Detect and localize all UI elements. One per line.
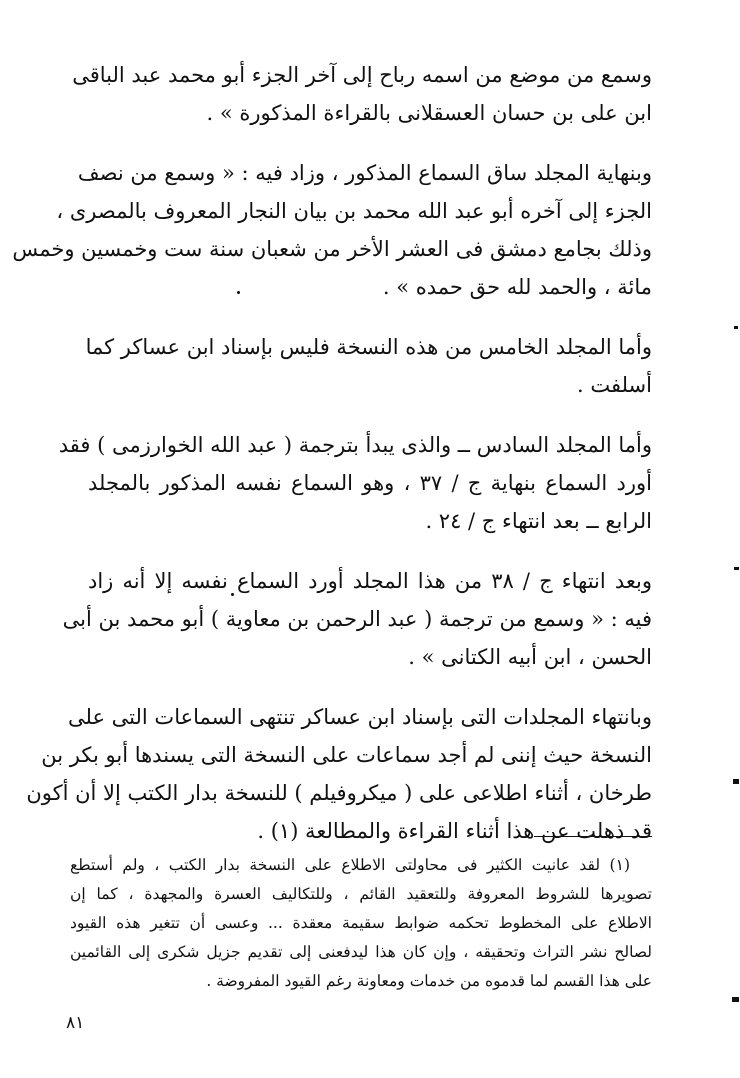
paragraph (26, 698, 652, 850)
footnote-separator (534, 836, 652, 837)
text-line: وأما المجلد الخامس من هذه النسخة فليس بإسناد ابن عساكر كما (85, 335, 652, 359)
text-line: فيه : « وسمع من ترجمة ( عبد الرحمن بن معاوية ) أبو محمد بن أبى (62, 607, 652, 631)
footnote-line: تصويرها للشروط المعروفة وللتعقيد القائم ، وللتكاليف العسرة والمجهدة ، كما إن (70, 885, 652, 903)
scan-mark (237, 291, 240, 294)
text-line: ابن على بن حسان العسقلانى بالقراءة المذكورة » . (206, 101, 652, 125)
text-line: أسلفت . (577, 373, 652, 397)
scan-mark (732, 997, 739, 1002)
scan-mark (734, 326, 738, 329)
text-line: الرابع ــ بعد انتهاء ج / ٢٤ . (425, 509, 652, 533)
text-line: وأما المجلد السادس ــ والذى يبدأ بترجمة ( عبد الله الخوارزمى ) فقد (58, 433, 652, 457)
text-line: وبانتهاء المجلدات التى بإسناد ابن عساكر تنتهى السماعات التى على (68, 705, 652, 729)
text-line: أورد السماع بنهاية ج / ٣٧ ، وهو السماع نفسه المذكور بالمجلد (88, 471, 653, 495)
text-line: الحسن ، ابن أبيه الكتانى » . (408, 645, 652, 669)
text-line: الجزء إلى آخره أبو عبد الله محمد بن بيان النجار المعروف بالمصرى ، (56, 199, 652, 223)
footnote-line: الاطلاع على المخطوط تحكمه ضوابط سقيمة معقدة ... وعسى أن تتغير هذه القيود (70, 914, 652, 932)
paragraph (62, 562, 652, 676)
text-line: وسمع من موضع من اسمه رباح إلى آخر الجزء أبو محمد عبد الباقى (72, 63, 652, 87)
footnote (70, 851, 652, 996)
paragraph (85, 328, 652, 404)
paragraph (58, 426, 653, 540)
text-line: وذلك بجامع دمشق فى العشر الأخر من شعبان سنة ست وخمسين وخمس (12, 237, 652, 261)
text-line: وبنهاية المجلد ساق السماع المذكور ، وزاد فيه : « وسمع من نصف (77, 161, 652, 185)
paragraph (72, 56, 652, 132)
text-line: وبعد انتهاء ج / ٣٨ من هذا المجلد أورد السماع نفسه إلا أنه زاد (88, 569, 652, 593)
text-line: مائة ، والحمد لله حق حمده » . (382, 275, 652, 299)
footnote-line: لصالح نشر التراث وتحقيقه ، وإن كان هذا ليدفعنى إلى تقديم جزيل شكرى إلى القائمين (70, 943, 652, 961)
paragraph (12, 154, 652, 306)
scan-mark (733, 779, 739, 784)
text-line: قد ذهلت عن هذا أثناء القراءة والمطالعة (١) . (257, 819, 652, 843)
scan-mark (734, 567, 739, 570)
footnote-line: على هذا القسم لما قدموه من خدمات ومعاونة رغم القيود المفروضة . (206, 972, 652, 990)
scan-mark (231, 593, 234, 596)
text-line: النسخة حيث إننى لم أجد سماعات على النسخة التى يسندها أبو بكر بن (41, 743, 652, 767)
body-text (12, 56, 653, 872)
footnote-line: (١) لقد عانيت الكثير فى محاولتى الاطلاع على النسخة بدار الكتب ، ولم أستطع (70, 856, 630, 874)
page-number: ٨١ (66, 1013, 85, 1033)
text-line: طرخان ، أثناء اطلاعى على ( ميكروفيلم ) للنسخة بدار الكتب إلا أن أكون (26, 781, 652, 805)
